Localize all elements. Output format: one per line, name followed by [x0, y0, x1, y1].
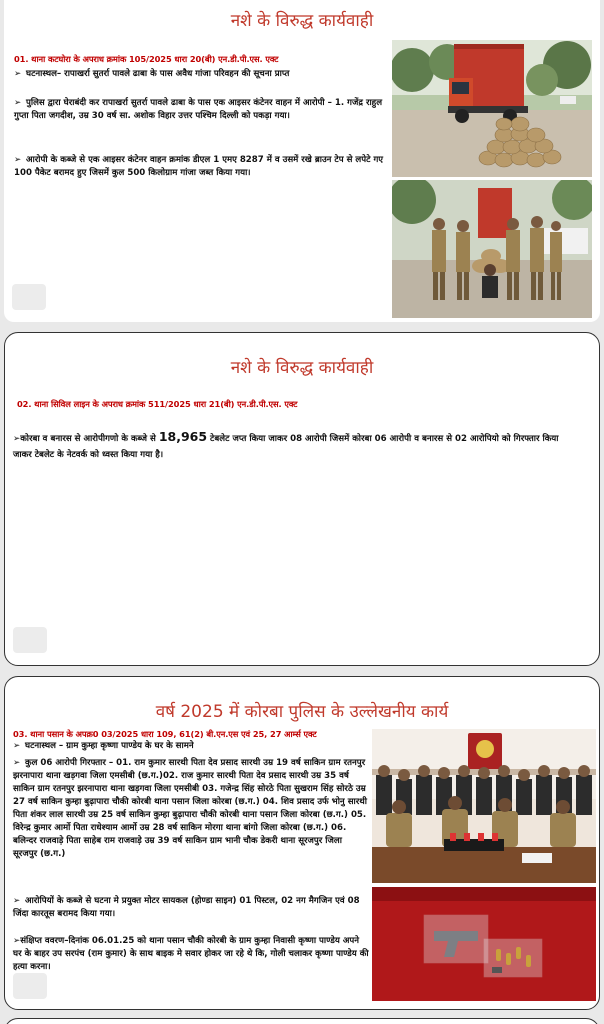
bullet-text: घटनास्थल– रापाखर्रा सुतर्रा पावले ढाबा के पास अवैध गांजा परिवहन की सूचना प्राप्त: [26, 69, 290, 79]
bullet-item: [13, 757, 369, 861]
tablet-count: 18,965: [158, 429, 208, 444]
case-heading: 02. थाना सिविल लाइन के अपराध क्रमांक 511/2025 धारा 21(बी) एन.डी.पी.एस. एक्ट: [17, 399, 298, 409]
bullet-text: पुलिस द्वारा घेराबंदी कर रापाखर्रा सुतर्रा पावले ढाबा के पास एक आइसर कंटेनर वाहन में आरोपी – 1. गजेंद्र राहुल गुप्ता पिता जगदीश, उम्र 30 वर्ष सा. अशोक विहार उत्तर पश्चिम दिल्ली को पकड़ा गया।: [14, 98, 383, 121]
case-heading: 03. थाना पसान के अपक्र0 03/2025 धारा 109, 61(2) बी.एन.एस एवं 25, 27 आर्म्स एक्ट: [13, 729, 317, 739]
bullet-text: आरोपी के कब्जे से एक आइसर कंटेनर वाहन क्रमांक डीएल 1 एमए 8287 में व उसमें रखे ब्राउन टेप से लपेटे गए 100 पैकेट बरामद हुए जिसमें कुल 500 किलोग्राम गांजा जब्त किया गया।: [14, 155, 384, 178]
bullet-item: [14, 68, 386, 81]
arrow-bullet-icon: ➢: [14, 155, 22, 165]
bullet-text: घटनास्थल – ग्राम कुम्हा कृष्णा पाण्डेय के घर के सामने: [25, 741, 194, 751]
arrow-bullet-icon: ➢: [13, 936, 21, 946]
arrow-bullet-icon: ➢: [14, 69, 22, 79]
photo-press-conference: [372, 729, 596, 883]
slide-notable-work-2025: [4, 676, 600, 1010]
bullet-item: [14, 97, 386, 123]
bullet-item: [14, 154, 386, 180]
photo-police-with-accused: [392, 180, 592, 318]
photo-truck-seizure: [392, 40, 592, 177]
bullet-text-start: कोरबा व बनारस से आरोपीगणो के कब्जे से: [20, 434, 159, 444]
arrow-bullet-icon: ➢: [13, 896, 21, 906]
bullet-item: [13, 429, 573, 463]
arrow-bullet-icon: ➢: [13, 741, 21, 751]
case-heading: 01. थाना कटघोरा के अपराध क्रमांक 105/2025 धारा 20(बी) एन.डी.पी.एस. एक्ट: [14, 54, 279, 64]
slide-number-badge: [12, 284, 46, 310]
bullet-item: [13, 935, 369, 974]
bullet-text: संक्षिप्त ववरण–दिनांक 06.01.25 को थाना पसान चौकी कोरबी के ग्राम कुम्हा निवासी कृष्णा पाण्डेय अपने घर के बाहर उप सरपंच (राम कुमार) के साथ बाइक मे सवार होकर जा रहे थे कि, गोली चलाकर कृष्णा पाण्डेय की हत्या करना।: [13, 936, 369, 972]
slide-title: नशे के विरुद्ध कार्यवाही: [230, 11, 374, 31]
arrow-bullet-icon: ➢: [13, 434, 21, 444]
bullet-text: कुल 06 आरोपी गिरफ्तार – 01. राम कुमार सारथी पिता देव प्रसाद सारथी उम्र 19 वर्ष साकिन ग्राम रतनपुर झरनापारा थाना खड़गवा जिला एमसीबी (छ.ग.)02. राज कुमार सारथी पिता देव प्रसाद सारथी उम्र 35 वर्ष साकिन ग्राम रतनपुर झरनापारा थाना खड़गवा जिला एमसीबी 03. गजेन्द्र सिंह सोरठे पिता सुखराम सिंह सोरठे उम्र 27 वर्ष साकिन कुम्हा बुढ़ापारा चौकी कोरबी थाना पसान जिला कोरबा (छ.ग.) 04. शिव प्रसाद उर्फ भोनु सारथी पिता शंकर लाल सारथी उम्र 25 वर्ष साकिन कुम्हा बुढ़ापारा चौकी कोरबी थाना पसान जिला कोरबा (छ.ग.) 05. विरेन्द्र कुमार आर्मो पिता राधेश्याम आर्मो उम्र 28 वर्ष साकिन मोरगा थाना बांगो जिला कोरबा (छ.ग.) 06. बलिन्दर राजवाड़े पिता साहेब राम राजवाड़े उम्र 39 वर्ष साकिन ग्राम भानी चौक डेकरी थाना सूरजपुर जिला सूरजपुर (छ.ग.): [13, 758, 367, 859]
slide-title: नशे के विरुद्ध कार्यवाही: [230, 358, 374, 378]
slide-ndps-case-2: [4, 332, 600, 666]
next-slide-edge: [4, 1018, 600, 1024]
slide-number-badge: [13, 627, 47, 653]
arrow-bullet-icon: ➢: [13, 758, 21, 768]
bullet-text: आरोपियों के कब्जे से घटना मे प्रयुक्त मोटर सायकल (होण्डा साइन) 01 पिस्टल, 02 नग मैगजिन एवं 08 जिंदा कारतूस बरामद किया गया।: [13, 896, 360, 919]
slide-ndps-case-1: [4, 0, 600, 322]
bullet-item: [13, 740, 369, 753]
photo-seized-pistol: [372, 887, 596, 1001]
bullet-item: [13, 895, 369, 921]
arrow-bullet-icon: ➢: [14, 98, 22, 108]
slide-number-badge: [13, 973, 47, 999]
slide-title: वर्ष 2025 में कोरबा पुलिस के उल्लेखनीय कार्य: [155, 702, 449, 722]
bullet-text-end: टेबलेट जप्त किया जाकर 08 आरोपी जिसमें कोरबा 06 आरोपी व बनारस से 02 आरोपियो को गिरफ्तार किया जाकर टेबलेट के नेटवर्क को ध्वस्त किया गया है।: [13, 434, 559, 460]
